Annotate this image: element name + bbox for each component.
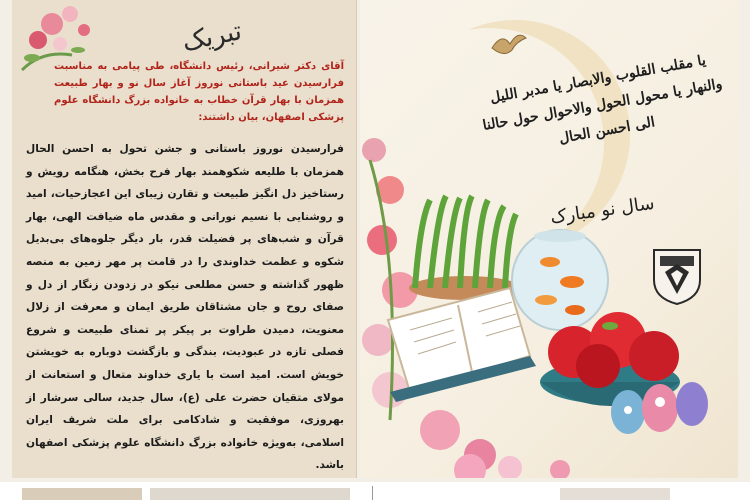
goldfish-bowl [512, 230, 608, 330]
new-year-greeting: سال نو مبارک [549, 192, 656, 229]
nowruz-prayer-calligraphy: یا مقلب القلوب والابصار یا مدبر اللیل والنهار یا محول الحول والاحوال حول حالنا الی احسن الحال [481, 52, 724, 147]
message-body: فرارسیدن نوروز باستانی و جشن تحول به احسن الحال همزمان با طلیعه شکوهمند بهار فرح بخش، هنگامه رویش و رستاخیز دل انگیز طبیعت و تقارن زیبای این اعجازحیات، امید و روشنایی با نسیم نورانی و مقدس ماه ضیافت الهی، بهار قرآن و شب‌های پر فضیلت قدر، بار دیگر جلوه‌های بی‌بدیل شکوه و عظمت خداوندی را در قامت پر مهر زمین به منصه ظهور گذاشته و حسن مطلعی نیکو در زدودن زنگار از دل و صفای روح و جان مشتاقان طریق ایمان و معرفت از زلال معنویت، دمیدن طراوت بر پیکر پر تمنای طبیعت و شروع فصلی تازه در عبودیت، بندگی و بازگشت دوباره به خویشتن خویش است. امید است با یاری خداوند متعال و استعانت از مولای متقیان حضرت علی (ع)، سال جدید، سالی سرشار از بهروزی، موفقیت و شادکامی برای ملت شریف ایران اسلامی، به‌ویژه خانواده بزرگ دانشگاه علوم پزشکی اصفهان باشد. [26, 143, 344, 472]
quran-book [388, 288, 536, 402]
haft-sin-illustration [360, 0, 738, 478]
title-calligraphy: تبریک [179, 16, 245, 58]
intro-paragraph: آقای دکتر شیرانی، رئیس دانشگاه، طی پیامی به مناسبت فرارسیدن عید باستانی نوروز آغاز سال نو و بهار طبیعت همزمان با بهار قرآن خطاب به خانواده بزرگ دانشگاه علوم پزشکی اصفهان، بیان داشتند: [54, 61, 344, 123]
article-panel [12, 0, 357, 478]
divider [372, 486, 373, 500]
flowers-bottom [454, 454, 570, 478]
thumbnail-image [22, 488, 142, 500]
nowruz-greeting-card [360, 0, 738, 478]
thumbnail-image [560, 488, 670, 500]
university-logo-icon [650, 246, 704, 306]
sabzeh-grass [409, 196, 521, 300]
thumbnail-image [150, 488, 350, 500]
